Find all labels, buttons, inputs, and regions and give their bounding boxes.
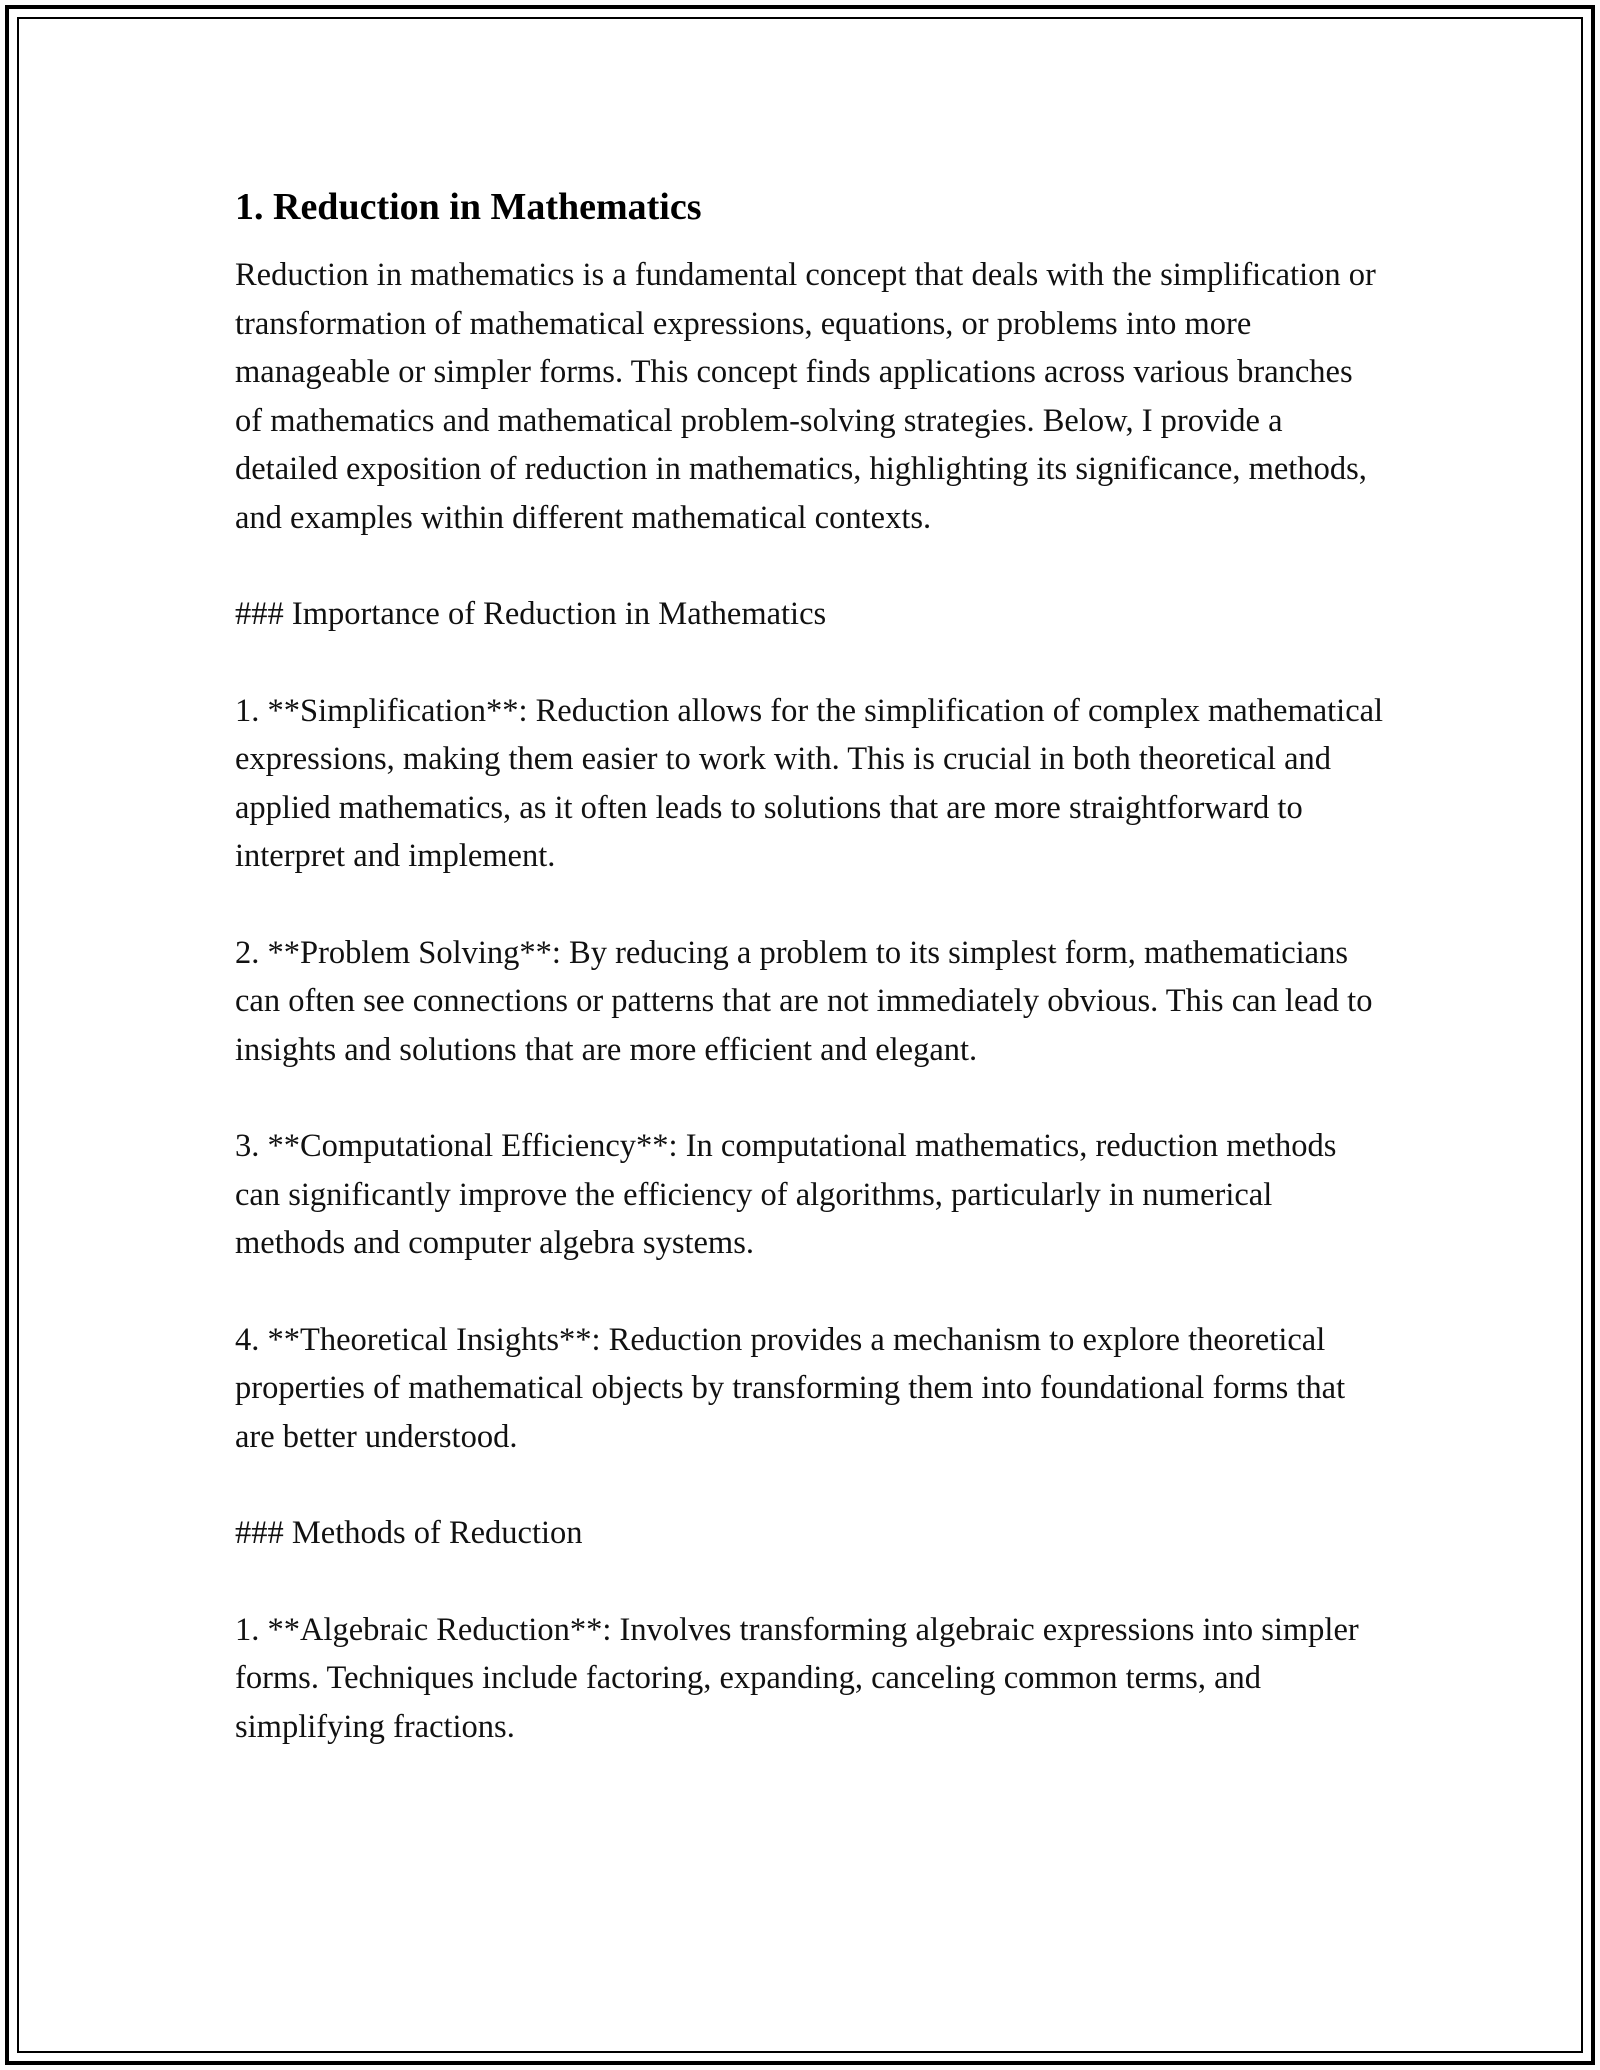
importance-item-problem-solving: 2. **Problem Solving**: By reducing a problem to its simplest form, mathematicians can often see connections or patterns that are not immediately obvious. This can lead to insights and solutions that are more efficient and elegant.: [235, 934, 1373, 1068]
importance-item-simplification: 1. **Simplification**: Reduction allows for the simplification of complex mathematical expressions, making them easier to work with. This is crucial in both theoretical and applied mathematics, as it often leads to solutions that are more straightforward to interpret and implement.: [235, 692, 1384, 874]
methods-item-algebraic-reduction: 1. **Algebraic Reduction**: Involves transforming algebraic expressions into simpler forms. Techniques include factoring, expanding, canceling common terms, and simplifying fractions.: [235, 1611, 1359, 1745]
importance-item-computational-efficiency: 3. **Computational Efficiency**: In computational mathematics, reduction methods can significantly improve the efficiency of algorithms, particularly in numerical methods and computer algebra systems.: [235, 1128, 1337, 1261]
methods-subheading: ### Methods of Reduction: [235, 1515, 583, 1551]
section-heading: 1. Reduction in Mathematics: [235, 186, 702, 228]
document-body: [235, 185, 1385, 1799]
intro-paragraph: Reduction in mathematics is a fundamental concept that deals with the simplification or transformation of mathematical expressions, equations, or problems into more manageable or simpler forms. This concept finds applications across various branches of mathematics and mathematical problem-solving strategies. Below, I provide a detailed exposition of reduction in mathematics, highlighting its significance, methods, and examples within different mathematical contexts.: [235, 257, 1376, 536]
importance-subheading: ### Importance of Reduction in Mathematics: [235, 596, 827, 632]
importance-item-theoretical-insights: 4. **Theoretical Insights**: Reduction provides a mechanism to explore theoretical properties of mathematical objects by transforming them into foundational forms that are better understood.: [235, 1321, 1346, 1455]
